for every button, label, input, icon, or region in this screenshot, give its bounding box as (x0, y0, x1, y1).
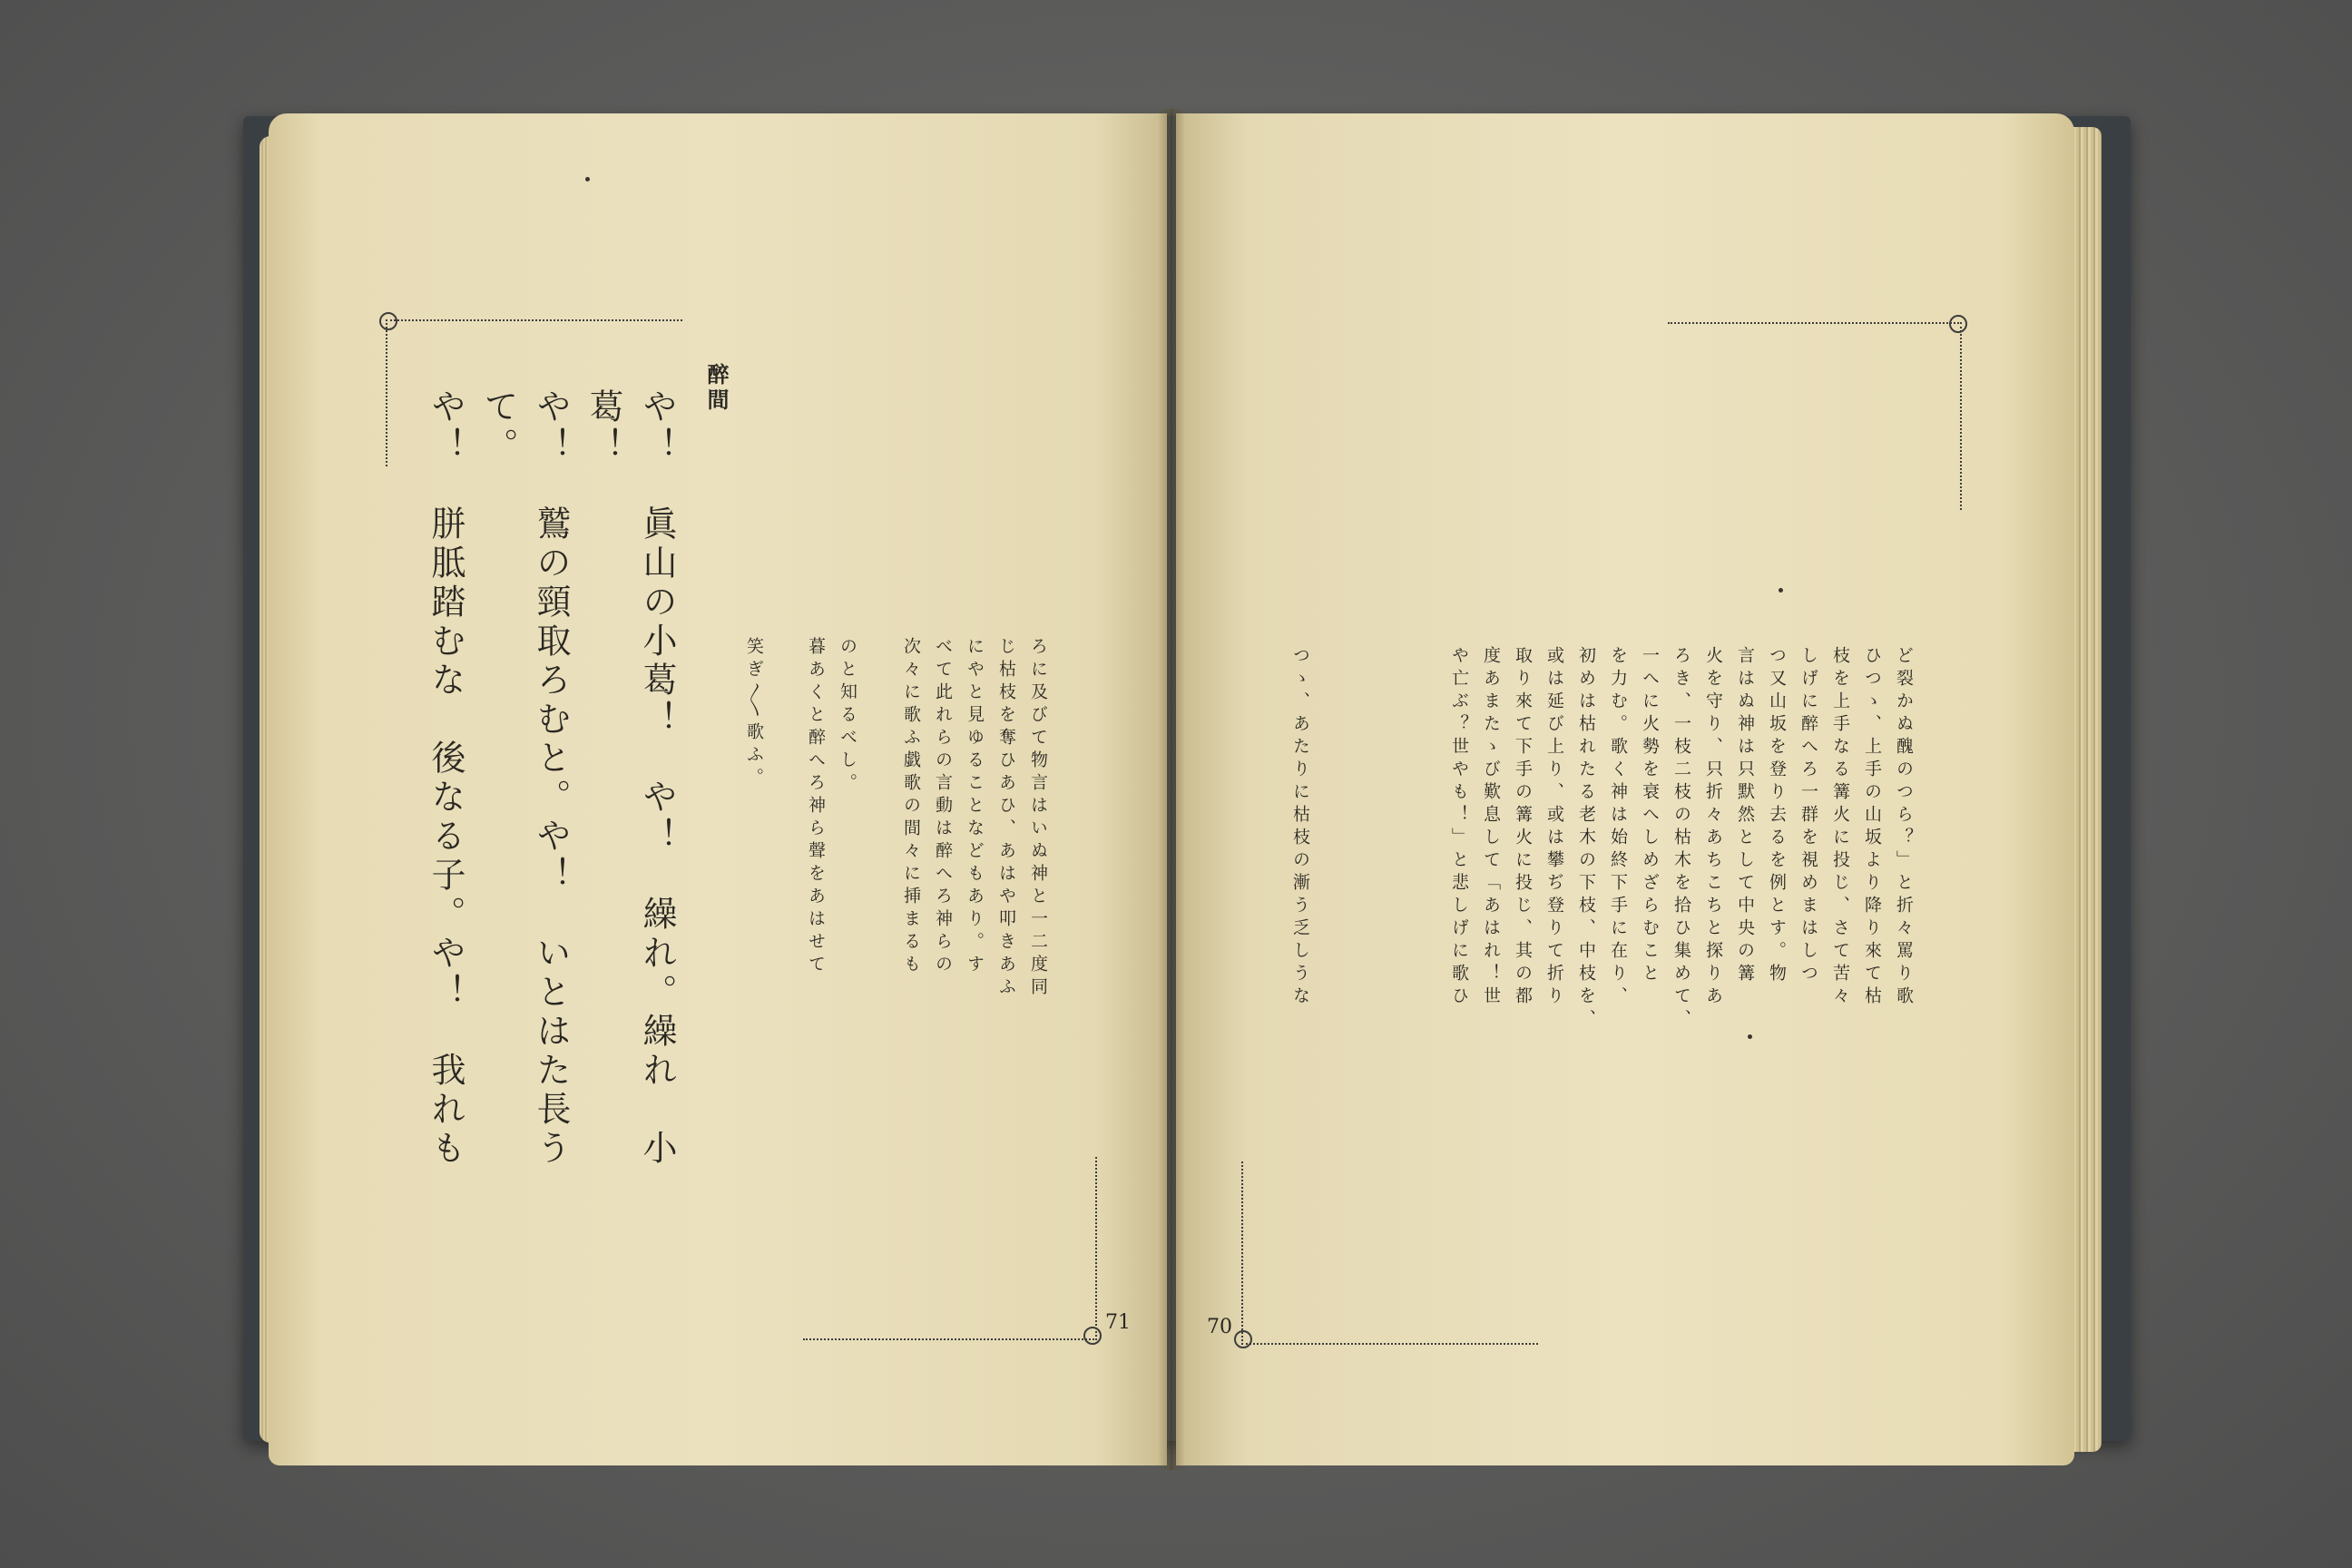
stage-direction-line: 取り來て下手の篝火に投じ、其の都 (1513, 646, 1533, 1009)
stage-direction-line: 火を守り、只折々あちこちと探りあ (1703, 646, 1723, 1009)
stage-direction-line: 次々に歌ふ戯歌の間々に挿まるも (901, 637, 921, 977)
poem-line: 葛！ (583, 388, 623, 466)
stage-direction-line: ろに及びて物言はいぬ神と一二度同 (1028, 637, 1048, 1000)
stage-direction-line: 或は延び上り、或は攀ぢ登りて折り (1544, 646, 1564, 1009)
stage-direction-line: ろき、一枝二枝の枯木を拾ひ集めて、 (1671, 646, 1691, 1032)
stage-direction-line: 一へに火勢を衰へしめざらむこと (1640, 646, 1660, 986)
poem-line: や！ 鷲の頸取ろむと。や！ いとはた長う (531, 388, 571, 1169)
stage-direction-line: のと知るべし。 (838, 637, 858, 796)
stage-direction-line: しげに醉へろ一群を視めまはしつ (1798, 646, 1818, 986)
poem-line: や！ 眞山の小葛！ や！ 繰れ。繰れ 小 (637, 388, 677, 1169)
ornament-curl-icon (1083, 1327, 1102, 1345)
stage-direction-line: じ枯枝を奪ひあひ、あはや叩きあふ (996, 637, 1016, 1000)
stage-direction-line: を力む。歌く神は始終下手に在り、 (1608, 646, 1628, 1009)
ornament-frame-bottom-left (803, 1157, 1097, 1340)
stage-direction-line: つゝ、あたりに枯枝の漸う乏しうな (1290, 646, 1310, 1009)
page-number-left: 71 (1105, 1311, 1131, 1334)
stage-direction-line: 暮あくと醉へろ神ら聲をあはせて (806, 637, 826, 977)
page-number-right: 70 (1207, 1316, 1232, 1338)
stage-direction-line: ど裂かぬ醜のつら？」と折々罵り歌 (1894, 646, 1914, 1009)
poem-line: や！ 胼胝踏むな 後なる子。や！ 我れも (426, 388, 466, 1169)
stage-direction-line: つ又山坂を登り去るを例とす。物 (1767, 646, 1787, 986)
book-gutter (1158, 109, 1185, 1470)
stage-direction-line: や亡ぶ？世やも！」と悲しげに歌ひ (1449, 646, 1469, 1009)
stage-direction-line: べて此れらの言動は醉へろ神らの (933, 637, 953, 977)
speaker-label: 醉間 (703, 363, 730, 414)
ornament-curl-icon (379, 312, 397, 330)
page-speck (585, 177, 590, 181)
stage-direction-line: 度あまたゝび歎息して「あはれ！世 (1481, 646, 1501, 1009)
stage-direction-line: 枝を上手なる篝火に投じ、さて苦々 (1830, 646, 1850, 1009)
stage-direction-line: 言はぬ神は只默然として中央の篝 (1735, 646, 1755, 986)
ornament-curl-icon (1234, 1330, 1252, 1348)
stage-direction-line: にやと見ゆることなどもあり。す (965, 637, 985, 977)
stage-direction-line: ひつゝ、上手の山坂より降り來て枯 (1862, 646, 1882, 1009)
page-speck (1779, 588, 1783, 593)
ornament-frame-top-right (1668, 322, 1962, 510)
poem-line: て。 (478, 388, 518, 466)
stage-direction-line: 笑ぎ〳〵歌ふ。 (744, 637, 764, 790)
ornament-curl-icon (1949, 315, 1967, 333)
ornament-frame-bottom-right (1241, 1161, 1538, 1345)
stage-direction-line: 初めは枯れたる老木の下枝、中枝を、 (1576, 646, 1596, 1032)
page-speck (1748, 1034, 1752, 1039)
